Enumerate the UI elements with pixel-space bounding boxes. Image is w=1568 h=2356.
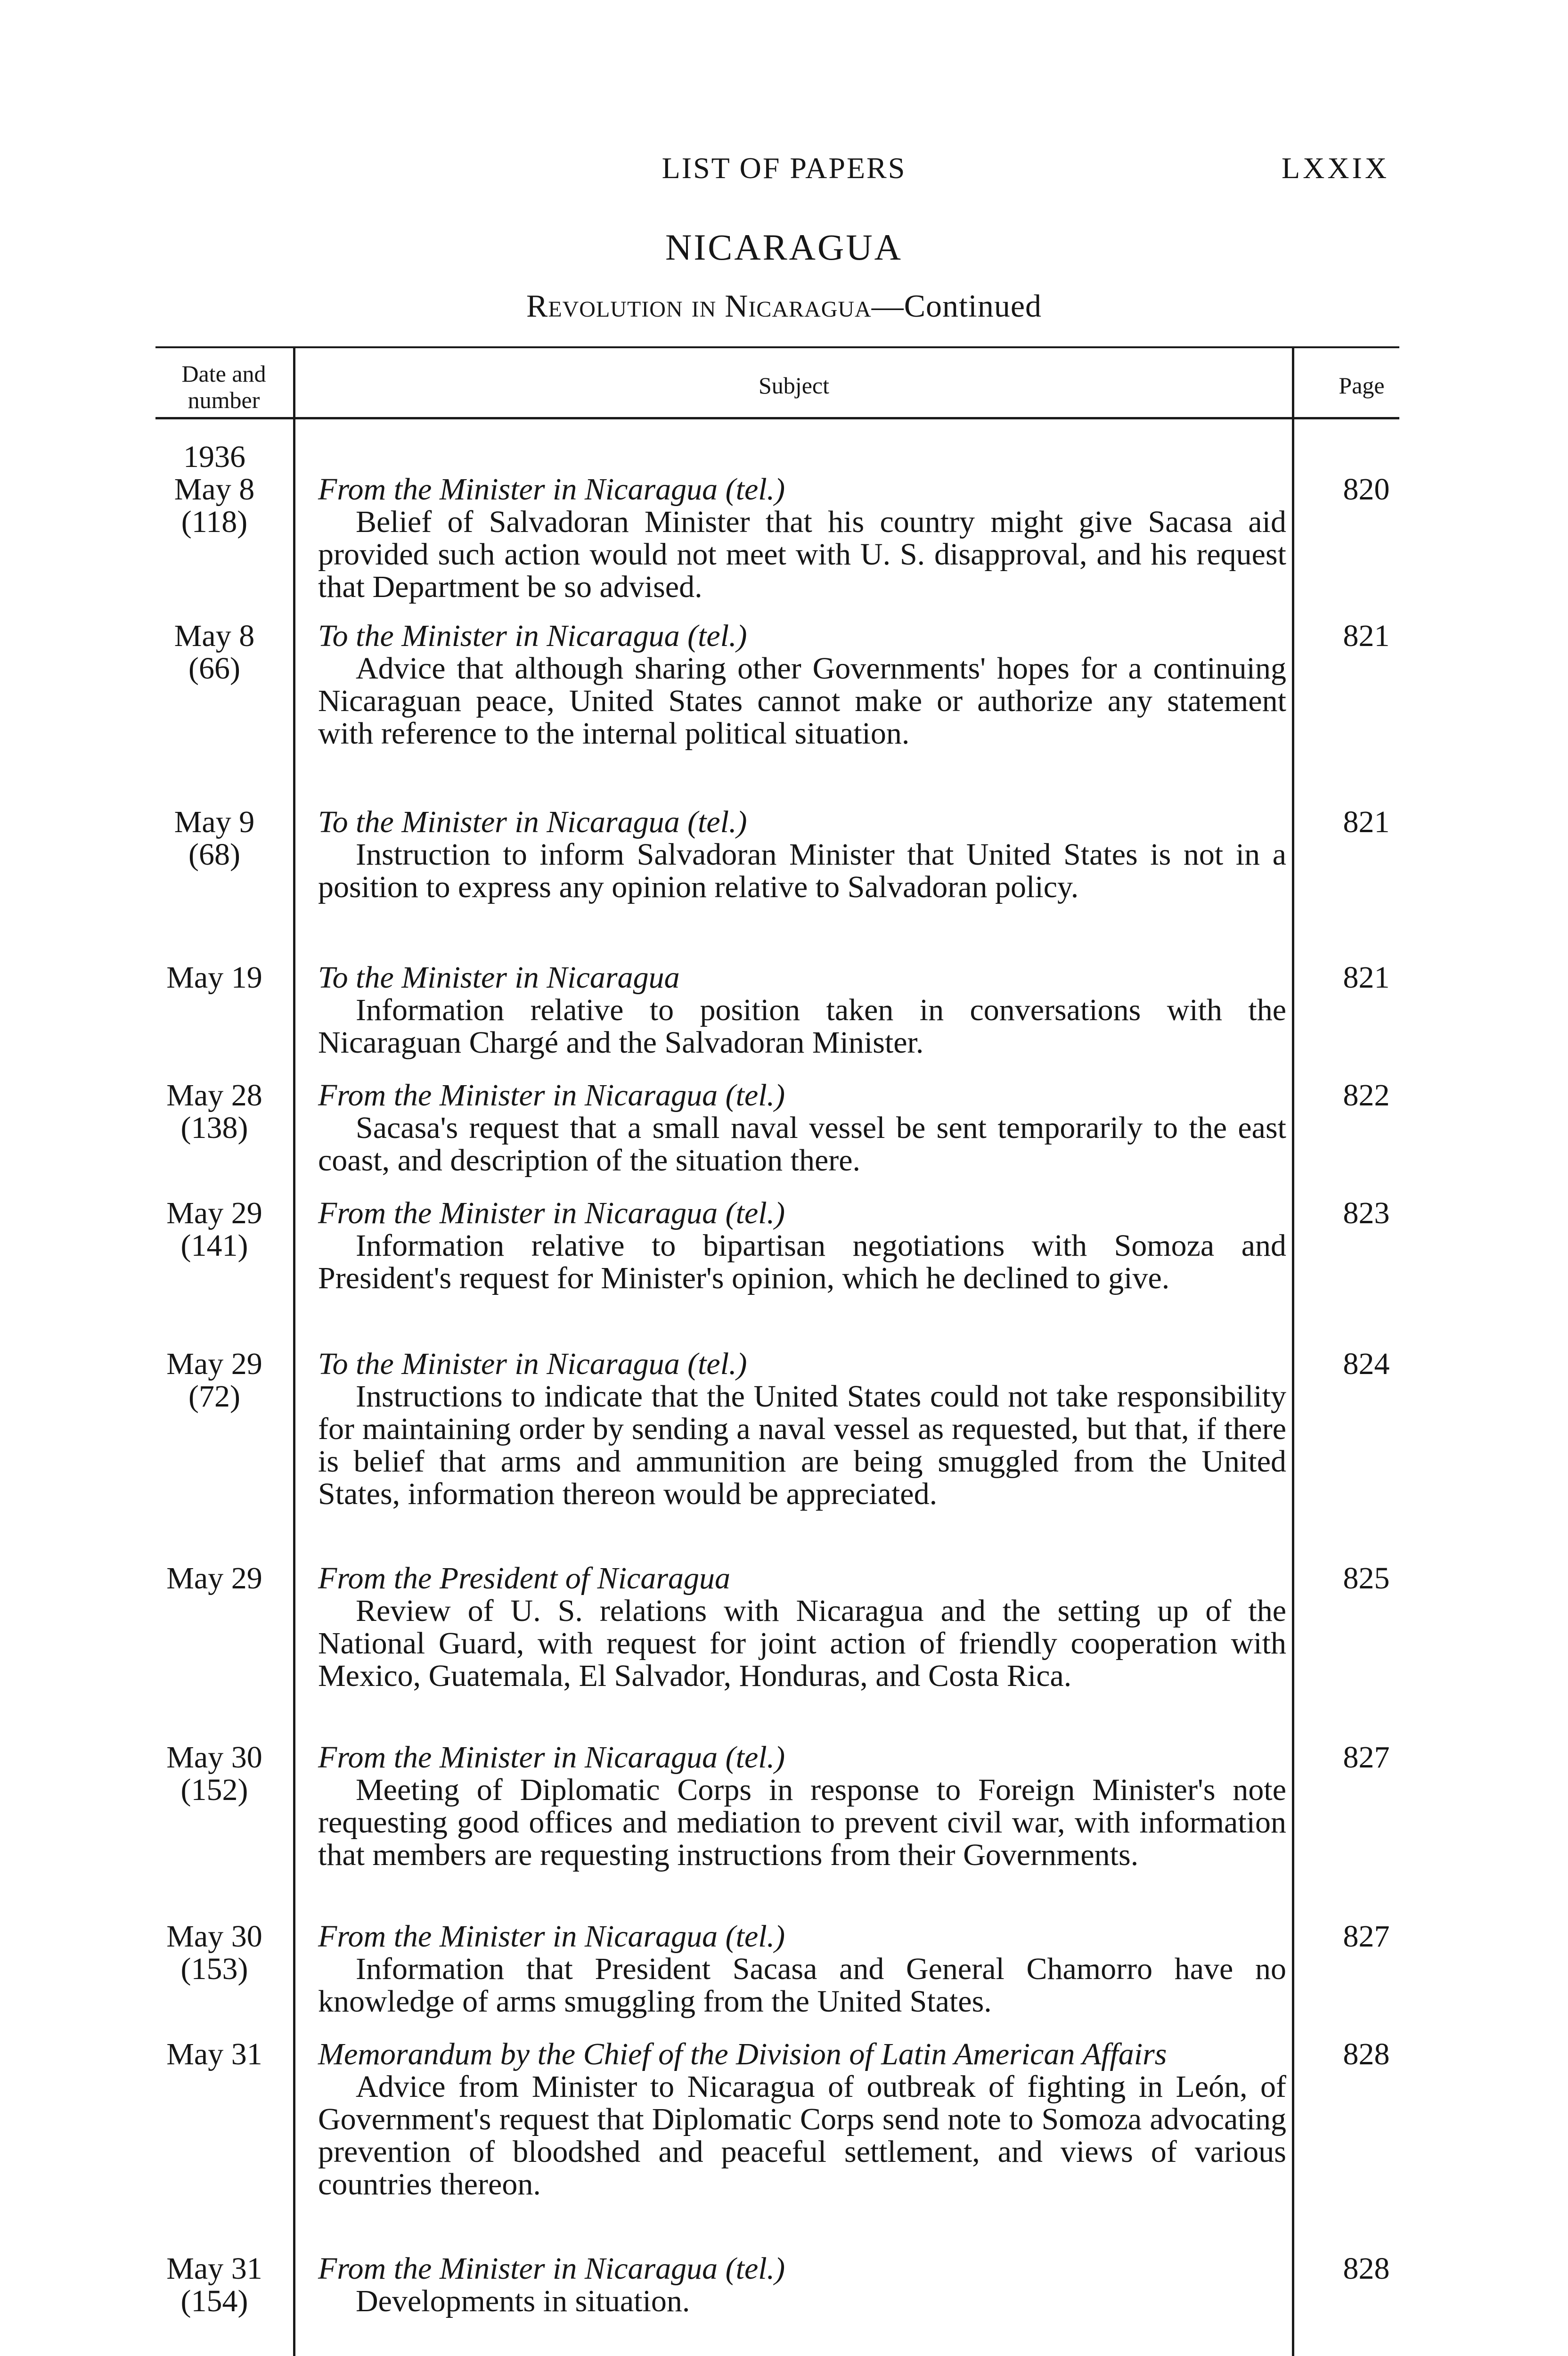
entry-summary: Information that President Sacasa and General Chamorro have no knowledge of arms smuggling from the United States. xyxy=(318,1952,1286,2019)
entry-date-cell xyxy=(141,806,287,871)
entry-date: May 9 xyxy=(174,805,255,839)
entry-date: May 30 xyxy=(166,1740,262,1775)
entry-date: May 29 xyxy=(166,1561,262,1595)
entry-date: May 8 xyxy=(174,472,255,507)
entry-page: 828 xyxy=(1343,2037,1390,2071)
entry-summary: Belief of Salvadoran Minister that his country might give Sacasa aid provided such action would not meet with U. S. disapproval, and his request that Department be so advised. xyxy=(318,505,1286,604)
entry-date-cell xyxy=(141,2252,287,2317)
entry-number: (66) xyxy=(188,651,240,686)
column-header-date: Date and number xyxy=(181,360,266,413)
entry-page: 823 xyxy=(1343,1196,1390,1230)
running-title: LIST OF PAPERS xyxy=(662,151,906,185)
entry-date-cell xyxy=(141,1920,287,1985)
entry-date-cell xyxy=(141,961,287,994)
entry-summary: Information relative to position taken in conversations with the Nicaraguan Chargé and the Salvadoran Minister. xyxy=(318,993,1286,1060)
entry-page: 821 xyxy=(1343,960,1390,995)
entry-number: (72) xyxy=(188,1379,240,1414)
entry-year: 1936 xyxy=(183,440,245,474)
entry-number: (152) xyxy=(180,1773,248,1807)
entry-title: To the Minister in Nicaragua (tel.) xyxy=(318,619,747,653)
column-header-page: Page xyxy=(1339,372,1385,399)
entry-summary: Information relative to bipartisan negotiations with Somoza and President's request for Minister's opinion, which he declined to give. xyxy=(318,1228,1286,1295)
entry-title: From the Minister in Nicaragua (tel.) xyxy=(318,1078,785,1113)
entry-date-cell xyxy=(141,1197,287,1262)
page-number: LXXIX xyxy=(1282,151,1390,185)
section-title: Revolution in Nicaragua xyxy=(526,288,872,324)
entry-summary: Instructions to indicate that the United States could not take responsibility for maintaining order by sending a naval vessel as requested, but that, if there is belief that arms and ammunition are being smuggled from the United States, information thereon would be appreciated. xyxy=(318,1379,1286,1511)
entry-title: From the Minister in Nicaragua (tel.) xyxy=(318,1196,785,1230)
entry-subject-cell xyxy=(318,961,1286,1059)
entry-page: 824 xyxy=(1343,1347,1390,1381)
entry-summary: Meeting of Diplomatic Corps in response to Foreign Minister's note requesting good offices and mediation to prevent civil war, with information that members are requesting instructions from their Governments. xyxy=(318,1773,1286,1872)
entry-summary: Sacasa's request that a small naval vessel be sent temporarily to the east coast, and description of the situation there. xyxy=(318,1111,1286,1178)
entry-date-cell xyxy=(141,1348,287,1413)
entry-page: 827 xyxy=(1343,1740,1390,1775)
entry-summary: Instruction to inform Salvadoran Minister that United States is not in a position to express any opinion relative to Salvadoran policy. xyxy=(318,837,1286,904)
entry-date: May 28 xyxy=(166,1078,262,1113)
entry-title: From the President of Nicaragua xyxy=(318,1561,731,1595)
entry-subject-cell xyxy=(318,1741,1286,1871)
entry-title: From the Minister in Nicaragua (tel.) xyxy=(318,2251,785,2286)
entry-title: Memorandum by the Chief of the Division of Latin American Affairs xyxy=(318,2037,1167,2071)
entry-subject-cell xyxy=(318,1079,1286,1177)
entry-subject-cell xyxy=(318,2252,1286,2317)
entry-number: (68) xyxy=(188,837,240,872)
entry-date-cell xyxy=(141,1562,287,1595)
entry-subject-cell xyxy=(318,1920,1286,2018)
entry-number: (138) xyxy=(180,1111,248,1145)
entry-page: 825 xyxy=(1343,1561,1390,1595)
entry-date: May 19 xyxy=(166,960,262,995)
entry-date-cell xyxy=(141,2038,287,2070)
entry-date: May 31 xyxy=(166,2037,262,2071)
page-column-divider xyxy=(1292,347,1294,2356)
table-top-rule xyxy=(155,346,1399,348)
header-bottom-rule xyxy=(155,417,1399,419)
section-heading xyxy=(0,287,1568,325)
entry-page: 822 xyxy=(1343,1078,1390,1113)
entry-number: (118) xyxy=(181,505,248,539)
entry-summary: Developments in situation. xyxy=(356,2284,690,2318)
entry-subject-cell xyxy=(318,1562,1286,1692)
entry-number: (154) xyxy=(180,2284,248,2318)
entry-subject-cell xyxy=(318,2038,1286,2201)
entry-date-cell xyxy=(141,620,287,685)
date-column-divider xyxy=(293,347,295,2356)
entry-page: 821 xyxy=(1343,619,1390,653)
entry-title: From the Minister in Nicaragua (tel.) xyxy=(318,1919,785,1954)
entry-page: 827 xyxy=(1343,1919,1390,1954)
entry-title: To the Minister in Nicaragua (tel.) xyxy=(318,805,747,839)
section-suffix: —Continued xyxy=(871,288,1042,324)
entry-date: May 29 xyxy=(166,1196,262,1230)
entry-subject-cell xyxy=(318,806,1286,903)
entry-number: (153) xyxy=(180,1952,248,1986)
entry-date-cell xyxy=(141,1741,287,1806)
entry-date: May 30 xyxy=(166,1919,262,1954)
entry-date: May 8 xyxy=(174,619,255,653)
entry-title: To the Minister in Nicaragua xyxy=(318,960,680,995)
entry-page: 821 xyxy=(1343,805,1390,839)
entry-title: From the Minister in Nicaragua (tel.) xyxy=(318,1740,785,1775)
entry-summary: Advice that although sharing other Governments' hopes for a continuing Nicaraguan peace, United States cannot make or authorize any statement with reference to the internal political situation. xyxy=(318,651,1286,751)
entry-subject-cell xyxy=(318,441,1286,603)
entry-date: May 29 xyxy=(166,1347,262,1381)
entry-page: 828 xyxy=(1343,2251,1390,2286)
column-header-subject: Subject xyxy=(759,372,829,399)
entry-page: 820 xyxy=(1343,472,1390,507)
country-heading: NICARAGUA xyxy=(665,227,903,268)
entry-subject-cell xyxy=(318,620,1286,750)
entry-title: From the Minister in Nicaragua (tel.) xyxy=(318,472,785,507)
entry-date-cell xyxy=(141,1079,287,1144)
entry-date: May 31 xyxy=(166,2251,262,2286)
entry-summary: Review of U. S. relations with Nicaragua and the setting up of the National Guard, with request for joint action of friendly cooperation with Mexico, Guatemala, El Salvador, Honduras, and Costa Rica. xyxy=(318,1594,1286,1693)
entry-date-cell xyxy=(141,441,287,538)
entry-title: To the Minister in Nicaragua (tel.) xyxy=(318,1347,747,1381)
entry-number: (141) xyxy=(180,1228,248,1263)
entry-summary: Advice from Minister to Nicaragua of outbreak of fighting in León, of Government's request that Diplomatic Corps send note to Somoza advocating prevention of bloodshed and peaceful settlement, and views of various countries thereon. xyxy=(318,2070,1286,2201)
entry-subject-cell xyxy=(318,1348,1286,1510)
entry-subject-cell xyxy=(318,1197,1286,1294)
